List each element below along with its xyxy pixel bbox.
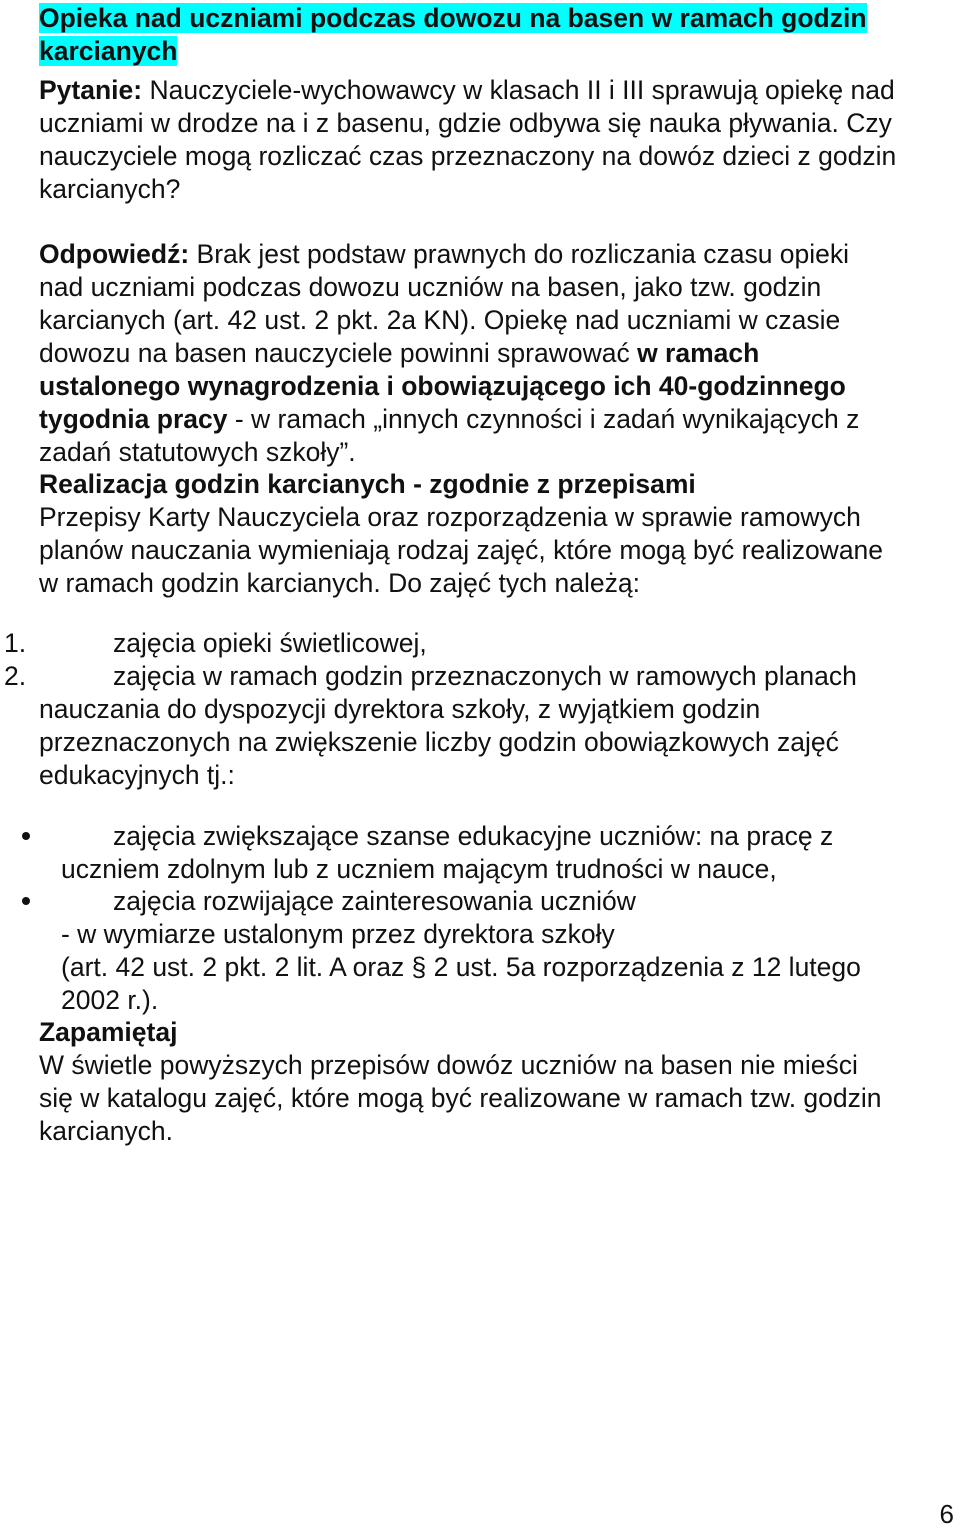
- remember-line-3: karcianych.: [39, 1116, 174, 1146]
- answer-line-5: ustalonego wynagrodzenia i obowiązującego ich 40-godzinnego: [39, 371, 846, 401]
- list-item-2-line-4: edukacyjnych tj.:: [39, 760, 235, 790]
- remember-line-1: W świetle powyższych przepisów dowóz uczniów na basen nie mieści: [39, 1050, 858, 1080]
- remember-line-2: się w katalogu zajęć, które mogą być realizowane w ramach tzw. godzin: [39, 1083, 882, 1113]
- answer-line-1: Odpowiedź: Brak jest podstaw prawnych do rozliczania czasu opieki: [39, 239, 850, 269]
- question-line-3: nauczyciele mogą rozliczać czas przeznaczony na dowóz dzieci z godzin: [39, 141, 897, 171]
- list-item-2-line-2: nauczania do dyspozycji dyrektora szkoły, z wyjątkiem godzin: [39, 694, 761, 724]
- bullet-2-line-3: (art. 42 ust. 2 pkt. 2 lit. A oraz § 2 ust. 5a rozporządzenia z 12 lutego: [61, 952, 861, 982]
- list-item-2-line-1: zajęcia w ramach godzin przeznaczonych w ramowych planach: [113, 661, 857, 691]
- question-line-1: Pytanie: Nauczyciele-wychowawcy w klasach II i III sprawują opiekę nad: [39, 75, 895, 105]
- realization-line-2: planów nauczania wymieniają rodzaj zajęć, które mogą być realizowane: [39, 535, 884, 565]
- question-label: Pytanie:: [39, 75, 143, 105]
- answer-line-6: tygodnia pracy - w ramach „innych czynności i zadań wynikających z: [39, 404, 860, 434]
- page-title-line-1: Opieka nad uczniami podczas dowozu na basen w ramach godzin: [39, 3, 867, 33]
- bullet-dot-2: [22, 897, 30, 905]
- list-item-1-number: 1.: [4, 628, 27, 658]
- list-item-2-line-3: przeznaczonych na zwiększenie liczby godzin obowiązkowych zajęć: [39, 727, 839, 757]
- list-item-1-text: zajęcia opieki świetlicowej,: [113, 628, 427, 658]
- bullet-1-line-1: zajęcia zwiększające szanse edukacyjne uczniów: na pracę z: [113, 821, 834, 851]
- realization-line-3: w ramach godzin karcianych. Do zajęć tych należą:: [39, 568, 640, 598]
- bullet-dot-1: [22, 832, 30, 840]
- question-line-2: uczniami w drodze na i z basenu, gdzie odbywa się nauka pływania. Czy: [39, 108, 892, 138]
- page-number: 6: [939, 1499, 954, 1529]
- realization-line-1: Przepisy Karty Nauczyciela oraz rozporządzenia w sprawie ramowych: [39, 502, 861, 532]
- answer-label: Odpowiedź:: [39, 239, 190, 269]
- remember-heading: Zapamiętaj: [39, 1017, 178, 1047]
- answer-line-4: dowozu na basen nauczyciele powinni sprawować w ramach: [39, 338, 760, 368]
- realization-heading: Realizacja godzin karcianych - zgodnie z przepisami: [39, 469, 696, 499]
- bullet-1-line-2: uczniem zdolnym lub z uczniem mającym trudności w nauce,: [61, 854, 777, 884]
- bullet-2-line-2: - w wymiarze ustalonym przez dyrektora szkoły: [61, 919, 615, 949]
- question-line-4: karcianych?: [39, 174, 181, 204]
- page-title-line-2: karcianych: [39, 36, 178, 66]
- answer-line-2: nad uczniami podczas dowozu uczniów na basen, jako tzw. godzin: [39, 272, 822, 302]
- bullet-2-line-4: 2002 r.).: [61, 985, 159, 1015]
- list-item-2-number: 2.: [4, 661, 27, 691]
- answer-line-7: zadań statutowych szkoły”.: [39, 437, 356, 467]
- bullet-2-line-1: zajęcia rozwijające zainteresowania uczniów: [113, 886, 636, 916]
- answer-line-3: karcianych (art. 42 ust. 2 pkt. 2a KN). Opiekę nad uczniami w czasie: [39, 305, 841, 335]
